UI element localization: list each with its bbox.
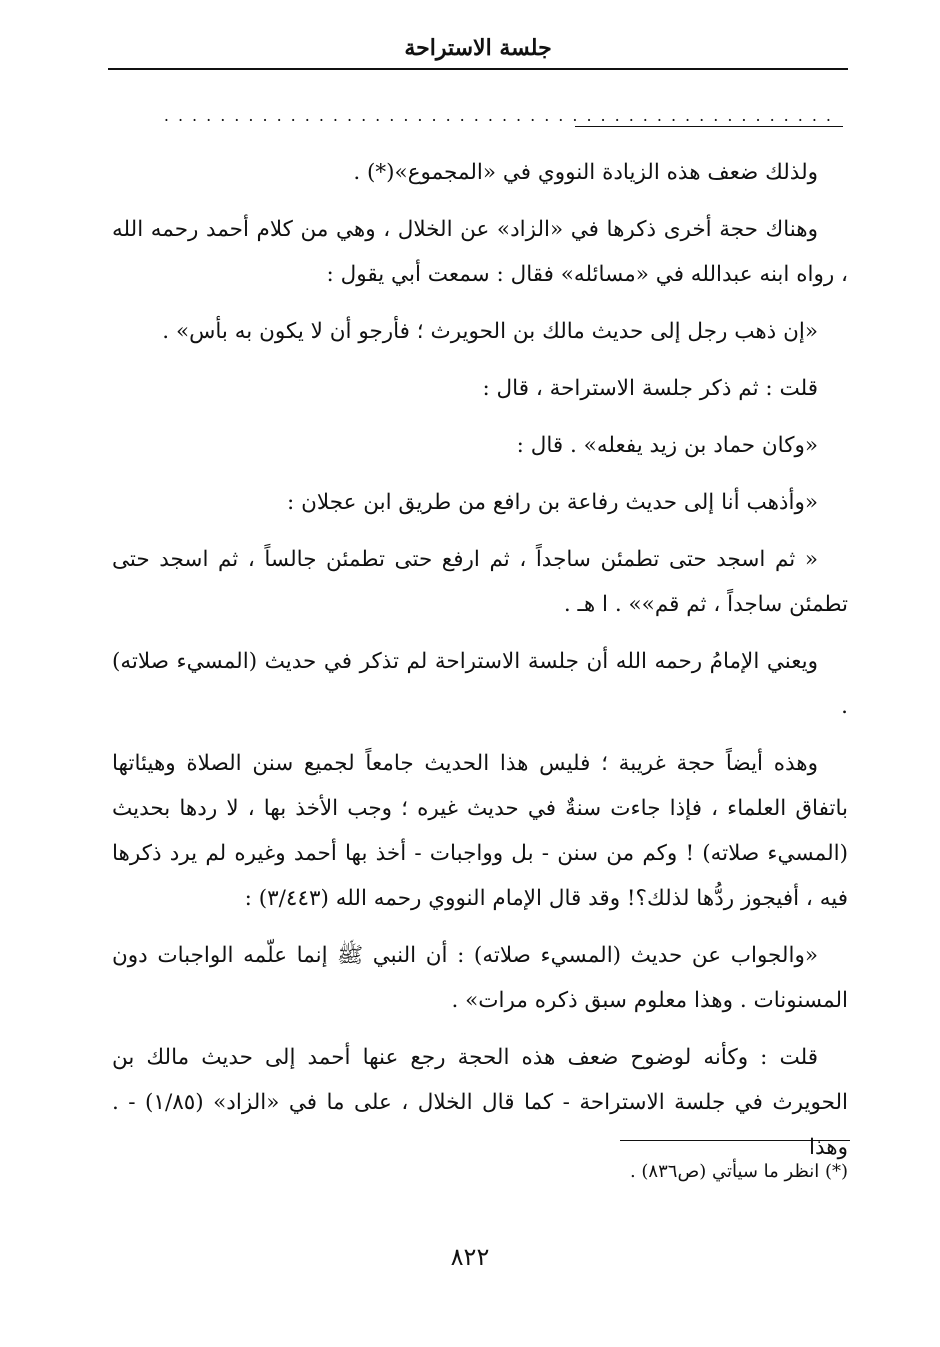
paragraph: «وأذهب أنا إلى حديث رفاعة بن رافع من طريق ابن عجلان : [287,490,818,515]
dotted-separator-rule [575,126,843,127]
paragraph: ولذلك ضعف هذه الزيادة النووي في «المجموع»(*) . [353,160,818,185]
paragraph: وهذه أيضاً حجة غريبة ؛ فليس هذا الحديث جامعاً لجميع سنن الصلاة وهيئاتها باتفاق العلماء ، فإذا جاءت سنةٌ في حديث غيره ؛ وجب الأخذ بها ، لا ردها بحديث (المسيء صلاته) ! وكم من سنن - بل وواجبات - أخذ بها أحمد وغيره لم يرد ذكرها فيه ، أفيجوز ردُّها لذلك؟! وقد قال الإمام النووي رحمه الله (٣/٤٤٣) : [112,751,848,911]
paragraph: ويعني الإمامُ رحمه الله أن جلسة الاستراحة لم تذكر في حديث (المسيء صلاته) . [112,649,848,719]
paragraph: وهناك حجة أخرى ذكرها في «الزاد» عن الخلال ، وهي من كلام أحمد رحمه الله ، رواه ابنه عبدالله في «مسائله» فقال : سمعت أبي يقول : [112,217,848,287]
body-text [112,150,848,1182]
page-number: ٨٢٢ [450,1243,490,1271]
paragraph: «إن ذهب رجل إلى حديث مالك بن الحويرث ؛ فأرجو أن لا يكون به بأس» . [162,319,818,344]
header-rule [108,68,848,70]
footnote-rule [620,1140,850,1141]
paragraph: « ثم اسجد حتى تطمئن ساجداً ، ثم ارفع حتى تطمئن جالساً ، ثم اسجد حتى تطمئن ساجداً ، ثم قم»» . ا هـ . [112,547,848,617]
paragraph: «وكان حماد بن زيد يفعله» . قال : [516,433,818,458]
paragraph: «والجواب عن حديث (المسيء صلاته) : أن النبي ﷺ إنما علّمه الواجبات دون المسنونات . وهذا معلوم سبق ذكره مرات» . [112,943,848,1013]
footnote: (*) انظر ما سيأتي (ص٨٣٦) . [629,1161,848,1182]
paragraph: قلت : وكأنه لوضوح ضعف هذه الحجة رجع عنها أحمد إلى حديث مالك بن الحويرث في جلسة الاستراحة - كما قال الخلال ، على ما في «الزاد» (١/٨٥) - . وهذا [112,1045,848,1160]
running-header: جلسة الاستراحة [404,35,552,61]
dotted-separator: ................................................ [163,110,840,122]
paragraph: قلت : ثم ذكر جلسة الاستراحة ، قال : [482,376,818,401]
